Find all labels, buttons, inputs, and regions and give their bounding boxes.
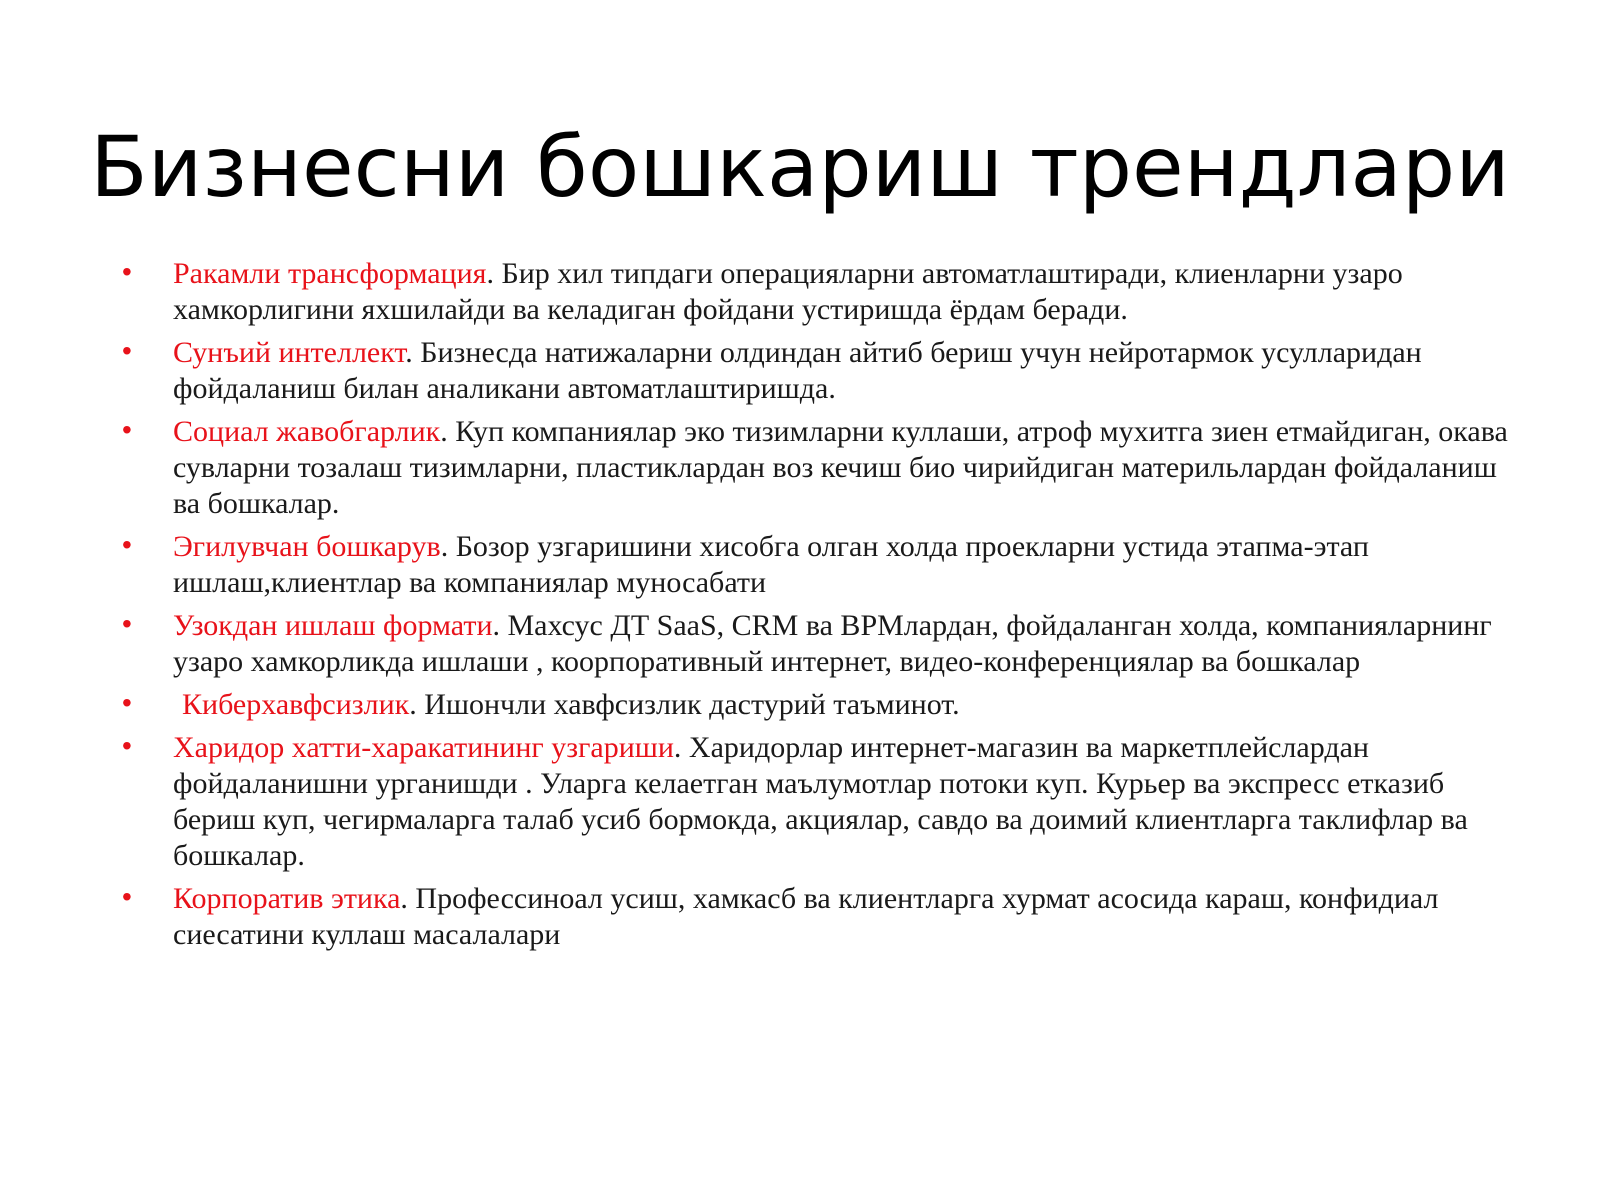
list-item <box>120 256 1510 328</box>
bullet-icon: • <box>122 414 132 445</box>
bullet-term: Корпоратив этика <box>173 882 401 915</box>
bullet-text: . Харидорлар интернет-магазин ва маркетплейслардан фойдаланишни урганишди . Уларга келаетган маълумотлар потоки куп. Курьер ва экспресс етказиб бериш куп, чегирмаларга талаб усиб бормокда, акциялар, савдо ва доимий клиентларга таклифлар ва бошкалар. <box>173 731 1468 872</box>
bullet-term: Ракамли трансформация <box>173 257 487 290</box>
list-item <box>120 687 1510 723</box>
list-item <box>120 730 1510 874</box>
bullet-icon: • <box>122 881 132 912</box>
bullet-text: . Бозор узгаришини хисобга олган холда проекларни устида этапма-этап ишлаш,клиентлар ва компаниялар муносабати <box>173 530 1369 599</box>
list-item <box>120 608 1510 680</box>
bullet-text: . Профессиноал усиш, хамкасб ва клиентларга хурмат асосида караш, конфидиал сиесатини куллаш масалалари <box>173 882 1439 951</box>
bullet-term: Узокдан ишлаш формати <box>173 609 493 642</box>
bullet-term: Социал жавобгарлик <box>173 415 441 448</box>
bullet-term: Киберхавфсизлик <box>182 688 410 721</box>
bullet-icon: • <box>122 687 132 718</box>
list-item <box>120 414 1510 522</box>
bullet-icon: • <box>122 608 132 639</box>
bullet-text: . Бизнесда натижаларни олдиндан айтиб бериш учун нейротармок усулларидан фойдаланиш билан аналикани автоматлаштиришда. <box>173 336 1422 405</box>
bullet-term: Харидор хатти-харакатининг узгариши <box>173 731 674 764</box>
list-item <box>120 529 1510 601</box>
bullet-text: . Махсус ДТ SaaS, CRM ва BPMлардан, фойдаланган холда, компанияларнинг узаро хамкорликда ишлаши , коорпоративный интернет, видео-конференциялар ва бошкалар <box>173 609 1492 678</box>
bullet-icon: • <box>122 730 132 761</box>
list-item <box>120 881 1510 953</box>
bullet-icon: • <box>122 335 132 366</box>
bullet-text: . Куп компаниялар эко тизимларни куллаши, атроф мухитга зиен етмайдиган, окава сувларни тозалаш тизимларни, пластиклардан воз кечиш био чирийдиган материльлардан фойдаланиш ва бошкалар. <box>173 415 1508 520</box>
slide-title: Бизнесни бошкариш трендлари <box>90 118 1510 216</box>
bullet-icon: • <box>122 529 132 560</box>
bullet-text: . Бир хил типдаги операцияларни автоматлаштиради, клиенларни узаро хамкорлигини яхшилайди ва келадиган фойдани устиришда ёрдам беради. <box>173 257 1403 326</box>
bullet-term: Сунъий интеллект <box>173 336 406 369</box>
bullet-list <box>120 256 1510 960</box>
bullet-icon: • <box>122 256 132 287</box>
list-item <box>120 335 1510 407</box>
bullet-text: . Ишончли хавфсизлик дастурий таъминот. <box>409 688 960 721</box>
bullet-term: Эгилувчан бошкарув <box>173 530 441 563</box>
